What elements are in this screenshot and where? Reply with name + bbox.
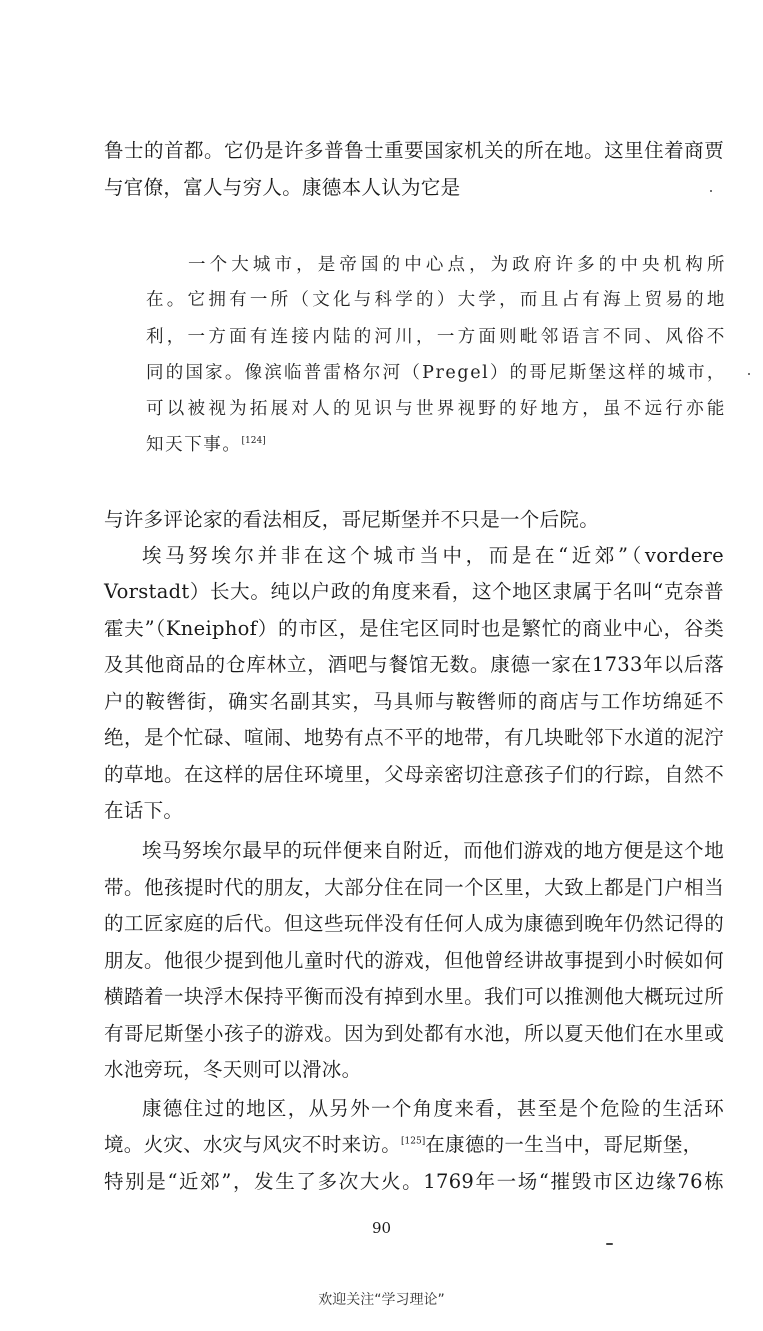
quote-line-5: 可以被视为拓展对人的见识与世界视野的好地方，虽不远行亦能 [146, 399, 726, 419]
quote-line-3: 利，一方面有连接内陆的河川，一方面则毗邻语言不同、风俗不 [146, 327, 726, 347]
after-quote-line: 与许多评论家的看法相反，哥尼斯堡并不只是一个后院。 [104, 508, 600, 531]
quote-line-1: 一个大城市，是帝国的中心点，为政府许多的中央机构所 [188, 255, 726, 275]
page-number: 90 [371, 1219, 392, 1237]
paragraph-1-line-4: 及其他商品的仓库林立，酒吧与餐馆无数。康德一家在1733年以后落 [104, 653, 724, 676]
paragraph-3-line-2-before: 境。火灾、水灾与风灾不时来访。 [104, 1133, 402, 1156]
quote-line-6-text: 知天下事。 [146, 435, 242, 455]
paragraph-2-line-3: 的工匠家庭的后代。但这些玩伴没有任何人成为康德到晚年仍然记得的 [104, 912, 724, 935]
paragraph-1-line-7: 的草地。在这样的居住环境里，父母亲密切注意孩子们的行踪，自然不 [104, 763, 724, 786]
paragraph-3-line-2 [104, 1128, 724, 1162]
paragraph-2-line-4: 朋友。他很少提到他儿童时代的游戏，但他曾经讲故事提到小时候如何 [104, 949, 724, 972]
footnote-ref-124: [124] [241, 436, 266, 447]
paragraph-1-line-5: 户的鞍辔街，确实名副其实，马具师与鞍辔师的商店与工作坊绵延不 [104, 690, 724, 713]
footnote-ref-125: [125] [401, 1136, 426, 1147]
paragraph-3-line-1: 康德住过的地区，从另外一个角度来看，甚至是个危险的生活环 [142, 1097, 724, 1120]
quote-line-4: 同的国家。像滨临普雷格尔河（Pregel）的哥尼斯堡这样的城市， [146, 363, 726, 383]
footer-note: 欢迎关注“学习理论” [318, 1292, 445, 1308]
paragraph-1-line-1: 埃马努埃尔并非在这个城市当中，而是在“近郊”（vordere [142, 544, 724, 567]
paragraph-3-line-3: 特别是“近郊”，发生了多次大火。1769年一场“摧毁市区边缘76栋 [104, 1170, 724, 1193]
paragraph-3-line-2-after: 在康德的一生当中，哥尼斯堡， [425, 1133, 703, 1156]
quote-line-6 [146, 428, 726, 462]
paragraph-2-line-1: 埃马努埃尔最早的玩伴便来自附近，而他们游戏的地方便是这个地 [142, 839, 724, 862]
paragraph-2-line-7: 水池旁玩，冬天则可以滑冰。 [104, 1058, 362, 1081]
scan-speck [710, 190, 712, 192]
paragraph-1-line-2: Vorstadt）长大。纯以户政的角度来看，这个地区隶属于名叫“克奈普 [104, 580, 724, 603]
paragraph-2-line-5: 横踏着一块浮木保持平衡而没有掉到水里。我们可以推测他大概玩过所 [104, 985, 724, 1008]
paragraph-2-line-6: 有哥尼斯堡小孩子的游戏。因为到处都有水池，所以夏天他们在水里或 [104, 1022, 724, 1045]
scan-speck [748, 373, 750, 375]
scan-speck [606, 1243, 613, 1245]
paragraph-1-line-8: 在话下。 [104, 799, 184, 822]
paragraph-2-line-2: 带。他孩提时代的朋友，大部分住在同一个区里，大致上都是门户相当 [104, 876, 724, 899]
quote-line-2: 在。它拥有一所（文化与科学的）大学，而且占有海上贸易的地 [146, 290, 726, 310]
paragraph-1-line-6: 绝，是个忙碌、喧闹、地势有点不平的地带，有几块毗邻下水道的泥泞 [104, 726, 724, 749]
paragraph-1-line-3: 霍夫”（Kneiphof）的市区，是住宅区同时也是繁忙的商业中心，谷类 [104, 617, 724, 640]
intro-line-1: 鲁士的首都。它仍是许多普鲁士重要国家机关的所在地。这里住着商贾 [104, 139, 724, 162]
intro-line-2: 与官僚，富人与穷人。康德本人认为它是 [104, 176, 461, 199]
